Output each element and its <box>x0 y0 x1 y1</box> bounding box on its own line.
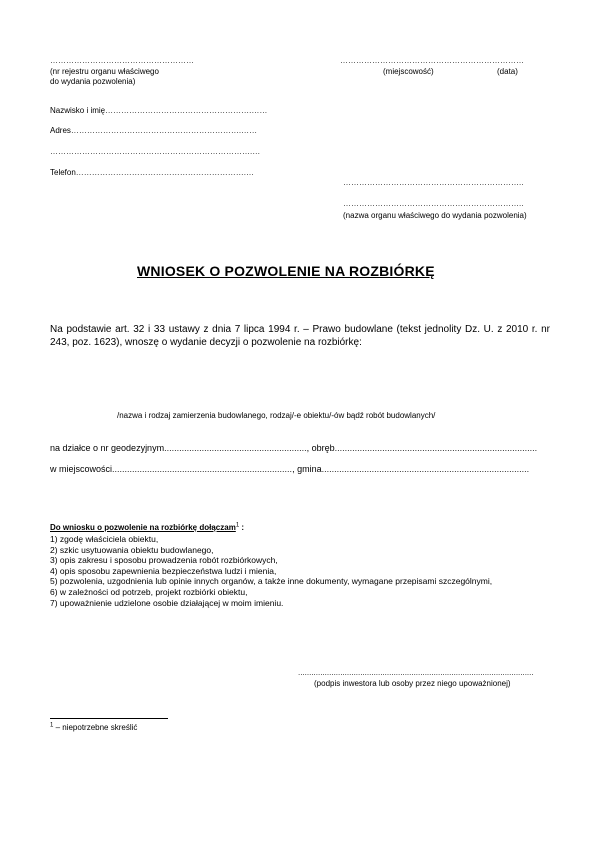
locality-row <box>50 464 529 475</box>
place-date-field[interactable]: …………………………………………………………… <box>340 56 524 65</box>
attachments-list <box>50 534 492 608</box>
registry-number-label: (nr rejestru organu właściwego <box>50 67 159 76</box>
authority-name-label: (nazwa organu właściwego do wydania pozwolenia) <box>343 211 527 220</box>
project-description-label: /nazwa i rodzaj zamierzenia budowlanego, rodzaj/-e obiektu/-ów bądź robót budowlanych/ <box>117 411 436 420</box>
applicant-address-row <box>50 126 257 136</box>
registry-number-label-cont: do wydania pozwolenia) <box>50 77 136 86</box>
applicant-name-label: Nazwisko i imię <box>50 106 106 115</box>
attachment-item: 7) upoważnienie udzielone osobie działającej w moim imieniu. <box>50 597 284 608</box>
parcel-number-row <box>50 443 537 454</box>
registry-number-field[interactable]: ……………………………………………… <box>50 56 194 65</box>
attachment-item: 1) zgodę właściciela obiektu, <box>50 534 159 544</box>
attachment-item: 6) w zależności od potrzeb, projekt rozbiórki obiektu, <box>50 586 248 597</box>
signature-field[interactable]: .......................................................................................................... <box>298 668 534 677</box>
authority-name-field-2[interactable]: ………………………………………………………….. <box>343 199 524 208</box>
attachments-heading-text: Do wniosku o pozwolenie na rozbiórkę dołączam <box>50 523 236 532</box>
attachment-item: 5) pozwolenia, uzgodnienia lub opinie innych organów, a także inne dokumenty, wymagane przepisami szczególnymi, <box>50 576 493 587</box>
locality-field[interactable]: ........................................................................ <box>112 464 293 474</box>
form-title: WNIOSEK O POZWOLENIE NA ROZBIÓRKĘ <box>137 263 435 279</box>
applicant-name-row <box>50 106 267 116</box>
applicant-address-field-2[interactable]: ………………………………………………………………….… <box>50 147 261 156</box>
locality-label: w miejscowości <box>50 464 113 474</box>
footnote-separator <box>50 718 168 719</box>
parcel-number-field[interactable]: ......................................................... <box>164 443 307 453</box>
attachments-footnote-mark: 1 <box>235 522 240 529</box>
precinct-label: , obręb <box>306 443 335 453</box>
applicant-address-label: Adres <box>50 126 71 135</box>
applicant-name-field[interactable]: ……………………………………………….…… <box>105 106 268 115</box>
authority-name-field[interactable]: ………………………………………………………….. <box>343 178 524 187</box>
attachment-item: 3) opis zakresu i sposobu prowadzenia robót rozbiórkowych, <box>50 555 278 566</box>
applicant-phone-field[interactable]: ……………………………………………………….… <box>75 168 255 177</box>
place-label: (miejscowość) <box>383 67 434 76</box>
attachments-heading <box>50 523 244 533</box>
legal-basis-paragraph: Na podstawie art. 32 i 33 ustawy z dnia 7 lipca 1994 r. – Prawo budowlane (tekst jednolity Dz. U. z 2010 r. nr 243, poz. 1623), wnoszę o wydanie decyzji o pozwolenie na rozbiórkę: <box>50 324 550 348</box>
applicant-address-field[interactable]: ……………………………………………………….…… <box>70 126 258 135</box>
attachment-item: 4) opis sposobu zapewnienia bezpieczeństwa ludzi i mienia, <box>50 565 277 576</box>
signature-label: (podpis inwestora lub osoby przez niego upoważnionej) <box>314 679 511 688</box>
precinct-field[interactable]: ................................................................................. <box>334 443 538 453</box>
date-label: (data) <box>497 67 518 76</box>
applicant-phone-row <box>50 168 254 178</box>
attachment-item: 2) szkic usytuowania obiektu budowlanego, <box>50 544 214 555</box>
footnote-text: – niepotrzebne skreślić <box>53 723 138 732</box>
commune-label: , gmina <box>292 464 322 474</box>
parcel-number-label: na działce o nr geodezyjnym <box>50 443 165 453</box>
footnote <box>50 723 137 733</box>
applicant-phone-label: Telefon <box>50 168 76 177</box>
commune-field[interactable]: ................................................................................... <box>321 464 530 474</box>
footnote-mark: 1 <box>50 722 54 729</box>
attachments-heading-suffix: : <box>239 523 245 532</box>
